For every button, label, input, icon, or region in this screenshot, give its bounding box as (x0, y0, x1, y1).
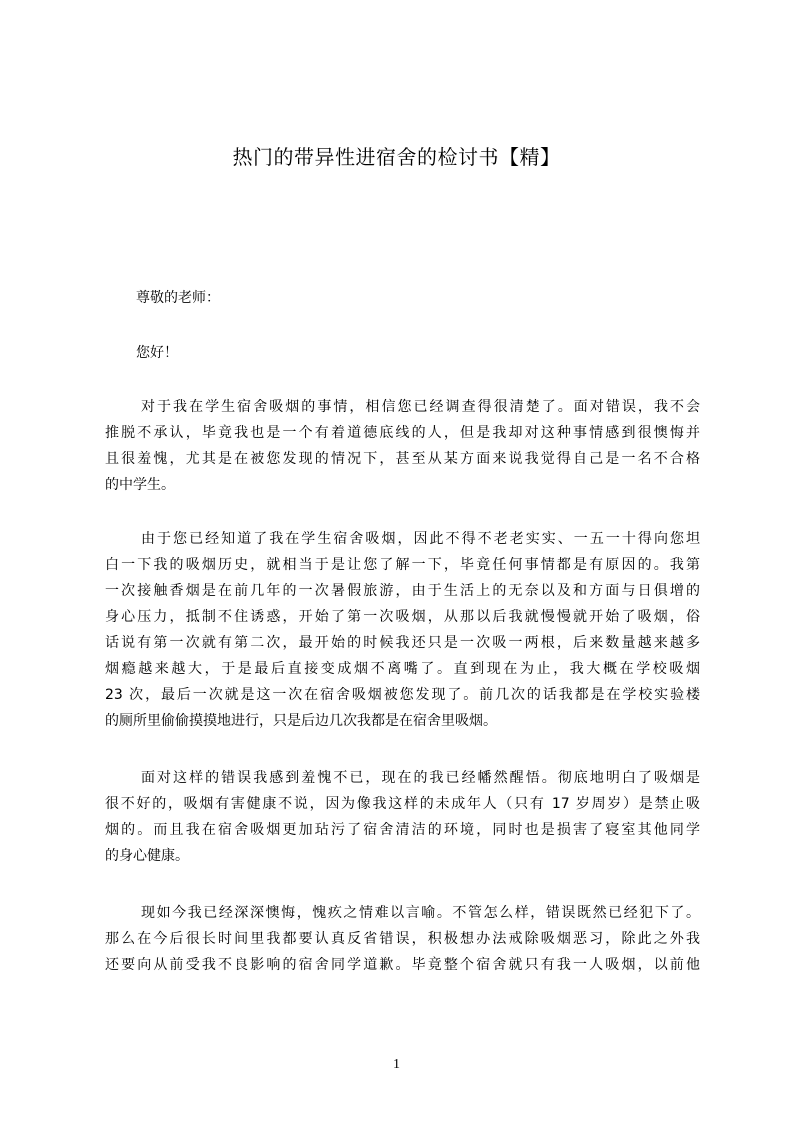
paragraph-line: 的中学生。 (105, 477, 175, 493)
paragraph-line: 烟的。而且我在宿舍吸烟更加玷污了宿舍清洁的环境，同时也是损害了寝室其他同学 (105, 822, 700, 838)
paragraph-line: 且很羞愧，尤其是在被您发现的情况下，甚至从某方面来说我觉得自己是一名不合格 (105, 451, 700, 467)
greeting: 您好！ (136, 345, 178, 361)
paragraph-line: 身心压力，抵制不住诱惑，开始了第一次吸烟，从那以后我就慢慢就开始了吸烟，俗 (105, 609, 700, 625)
paragraph-line: 推脱不承认，毕竟我也是一个有着道德底线的人，但是我却对这种事情感到很懊悔并 (105, 425, 700, 441)
document-title: 热门的带异性进宿舍的检讨书【精】 (232, 145, 561, 169)
paragraph-line: 对于我在学生宿舍吸烟的事情，相信您已经调查得很清楚了。面对错误，我不会 (141, 399, 700, 415)
paragraph-line: 面对这样的错误我感到羞愧不已，现在的我已经幡然醒悟。彻底地明白了吸烟是 (141, 770, 700, 786)
paragraph-line: 23 次，最后一次就是这一次在宿舍吸烟被您发现了。前几次的话我都是在学校实验楼 (105, 687, 700, 703)
paragraph-line: 的厕所里偷偷摸摸地进行，只是后边几次我都是在宿舍里吸烟。 (105, 713, 497, 729)
paragraph-line: 一次接触香烟是在前几年的一次暑假旅游，由于生活上的无奈以及和方面与日俱增的 (105, 583, 700, 599)
paragraph-line: 很不好的，吸烟有害健康不说，因为像我这样的未成年人（只有 17 岁周岁）是禁止吸 (105, 796, 700, 812)
salutation: 尊敬的老师： (136, 290, 220, 306)
paragraph-line: 现如今我已经深深懊悔，愧疚之情难以言喻。不管怎么样，错误既然已经犯下了。 (141, 905, 700, 921)
paragraph-line: 还要向从前受我不良影响的宿舍同学道歉。毕竟整个宿舍就只有我一人吸烟，以前他 (105, 957, 700, 973)
page-number: 1 (393, 1057, 400, 1072)
paragraph-line: 那么在今后很长时间里我都要认真反省错误，积极想办法戒除吸烟恶习，除此之外我 (105, 931, 700, 947)
paragraph-line: 白一下我的吸烟历史，就相当于是让您了解一下，毕竟任何事情都是有原因的。我第 (105, 557, 700, 573)
paragraph-line: 话说有第一次就有第二次，最开始的时候我还只是一次吸一两根，后来数量越来越多 (105, 635, 700, 651)
paragraph-line: 由于您已经知道了我在学生宿舍吸烟，因此不得不老老实实、一五一十得向您坦 (141, 531, 700, 547)
paragraph-line: 的身心健康。 (105, 848, 189, 864)
paragraph-line: 烟瘾越来越大，于是最后直接变成烟不离嘴了。直到现在为止，我大概在学校吸烟 (105, 661, 700, 677)
